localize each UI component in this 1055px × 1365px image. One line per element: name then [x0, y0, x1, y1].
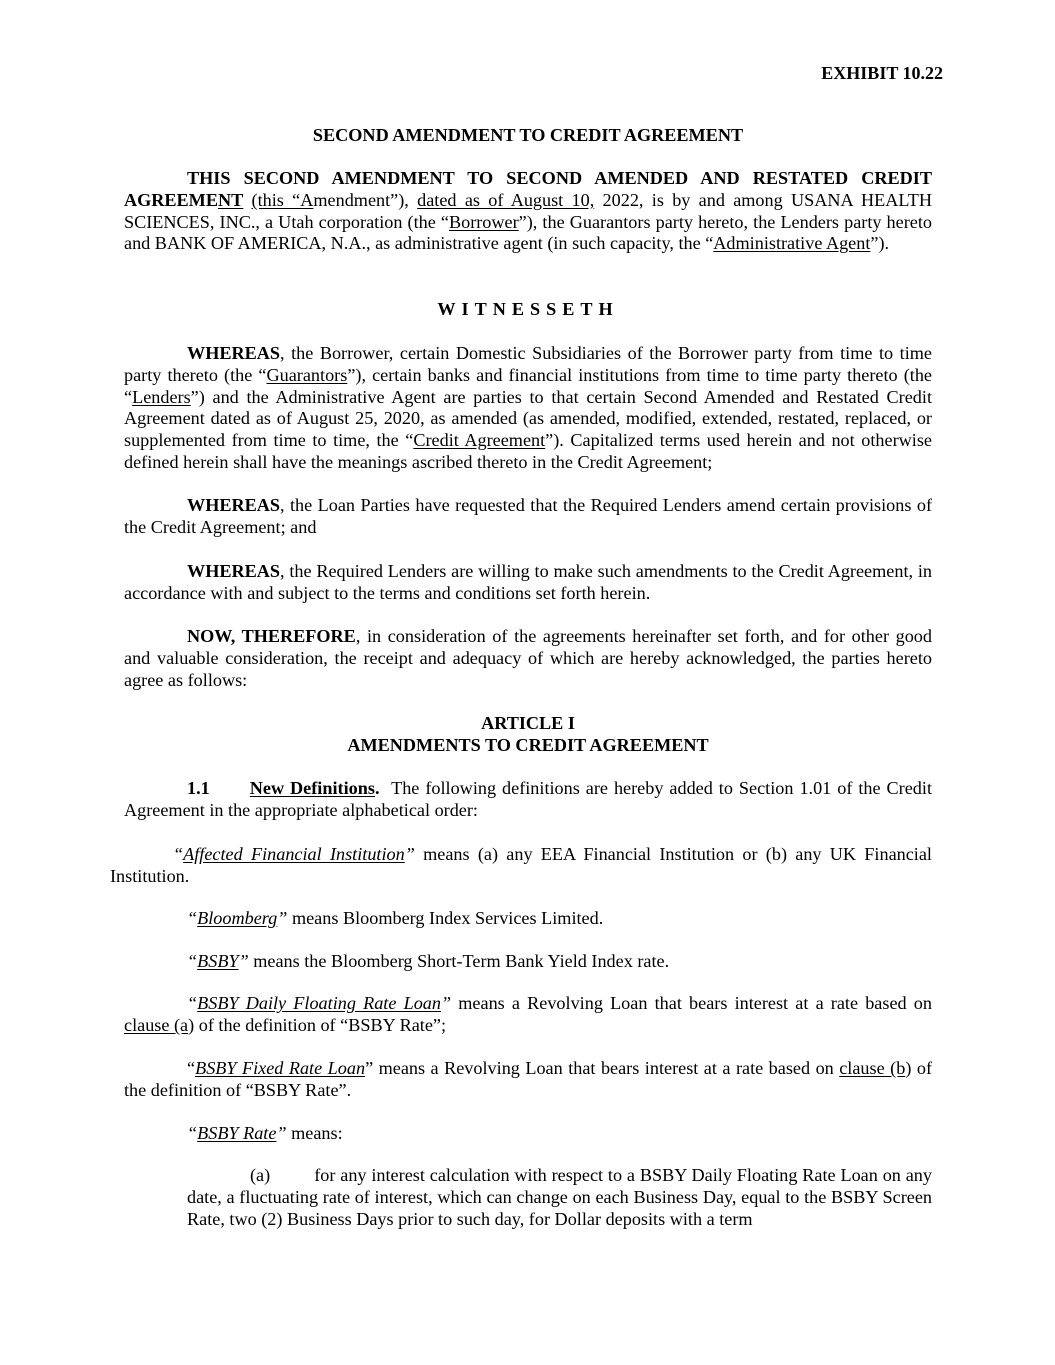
intro-bold-lead: THIS SECOND AMENDMENT TO SECOND AMENDED AND RESTATED CREDIT AGREEME: [124, 168, 932, 210]
recital-2-lead: WHEREAS: [187, 495, 280, 515]
article-number: ARTICLE I: [481, 713, 575, 733]
intro-text-4: ”), the Guarantors party hereto, the Lenders party hereto and BANK OF AMERICA, N.A., as administrative agent (in such capacity, the “: [124, 211, 932, 254]
intro-bold-underlined: NT: [217, 189, 244, 210]
def-quote-close: ”: [404, 844, 415, 864]
witnesseth-heading: WITNESSETH: [437, 299, 619, 319]
definition-bsby-fixed-rate-loan: [124, 1058, 932, 1102]
document-title: SECOND AMENDMENT TO CREDIT AGREEMENT: [312, 125, 744, 145]
def-text: means Bloomberg Index Services Limited.: [287, 908, 604, 928]
now-therefore-paragraph: [124, 626, 932, 691]
def-text-2: ) of the definition of “BSBY Rate”;: [188, 1014, 447, 1035]
intro-underline-1: (this “A: [251, 189, 314, 210]
clause-a-label: (a): [250, 1165, 271, 1185]
recital-1-text-2: ”), certain banks and financial institutions from time to time party thereto (the “: [124, 364, 933, 407]
def-text: means the Bloomberg Short-Term Bank Yield Index rate.: [248, 951, 670, 971]
definition-bsby-rate: [124, 1123, 932, 1145]
intro-text-3: 2022, is by and among USANA HEALTH SCIENCES, INC., a Utah corporation (the “: [124, 189, 933, 232]
intro-text-2: mendment”),: [313, 189, 418, 210]
intro-text-5: ”).: [870, 233, 890, 254]
intro-paragraph: [124, 168, 932, 255]
clause-a: [187, 1165, 932, 1230]
def-text: means:: [286, 1123, 343, 1143]
def-text: means a Revolving Loan that bears interest at a rate based on: [373, 1058, 840, 1078]
def-term: Affected Financial Institution: [183, 844, 405, 864]
exhibit-number: EXHIBIT 10.22: [821, 63, 943, 83]
section-1-1: 1.1 New Definitions. The following definitions are hereby added to Section 1.01 of the Credit Agreement in the appropriate alphabetical order:: [124, 778, 933, 820]
intro-date: dated as of August 10,: [417, 189, 595, 210]
recital-1-text-1: , the Borrower, certain Domestic Subsidiaries of the Borrower party from time to time party thereto (the “: [124, 343, 932, 385]
def-text-2: ) of the definition of “BSBY Rate”.: [124, 1058, 932, 1100]
lenders-term: Lenders: [132, 386, 191, 407]
recital-3: [124, 561, 932, 605]
clause-a-text: for any interest calculation with respect to a BSBY Daily Floating Rate Loan on any date, a fluctuating rate of interest, which can change on each Business Day, equal to the BSBY Screen Rate, two (2) Business Days prior to such day, for Dollar deposits with a term: [187, 1165, 932, 1229]
def-quote-close: ”: [238, 951, 249, 971]
article-heading: AMENDMENTS TO CREDIT AGREEMENT: [347, 735, 709, 755]
recital-3-text: , the Required Lenders are willing to make such amendments to the Credit Agreement, in accordance with and subject to the terms and conditions set forth herein.: [124, 561, 932, 603]
recital-2: [124, 495, 932, 539]
def-text: means a Revolving Loan that bears interest at a rate based on: [451, 993, 932, 1013]
def-text: means (a) any EEA Financial Institution or (b) any UK Financial Institution.: [110, 844, 932, 886]
def-quote-open: “: [173, 844, 184, 864]
now-therefore-text: , in consideration of the agreements hereinafter set forth, and for other good and valuable consideration, the receipt and adequacy of which are hereby acknowledged, the parties hereto agree as follows:: [124, 626, 932, 690]
recital-1-text-4: ”). Capitalized terms used herein and not otherwise defined herein shall have the meanings ascribed thereto in the Credit Agreement;: [124, 430, 932, 472]
def-term: BSBY Fixed Rate Loan: [195, 1058, 366, 1078]
section-number: 1.1: [187, 778, 210, 798]
definition-bsby: [124, 951, 932, 973]
guarantors-term: Guarantors: [266, 364, 348, 385]
intro-admin-agent-term: Administrative Agent: [713, 233, 871, 254]
intro-text-1: [243, 190, 251, 210]
def-term: BSBY: [197, 951, 239, 971]
def-term: BSBY Daily Floating Rate Loan: [197, 993, 441, 1013]
recital-2-text: , the Loan Parties have requested that the Required Lenders amend certain provisions of the Credit Agreement; and: [124, 495, 932, 537]
def-quote-open: “: [187, 908, 198, 928]
def-quote-close: ”: [365, 1058, 374, 1078]
def-quote-close: ”: [276, 1123, 287, 1143]
def-term: BSBY Rate: [197, 1123, 277, 1143]
def-quote-open: “: [187, 1058, 196, 1078]
def-quote-close: ”: [277, 908, 288, 928]
clause-reference: clause (b: [839, 1058, 906, 1078]
def-quote-open: “: [187, 993, 198, 1013]
clause-reference: clause (a: [124, 1014, 189, 1035]
def-quote-open: “: [187, 1123, 198, 1143]
section-heading: New Definitions: [249, 778, 375, 798]
credit-agreement-term: Credit Agreement: [413, 430, 546, 451]
section-1-1-text: The following definitions are hereby added to Section 1.01 of the Credit Agreement in the appropriate alphabetical order:: [124, 778, 933, 820]
def-quote-close: ”: [440, 993, 452, 1013]
def-quote-open: “: [187, 951, 198, 971]
recital-1-lead: WHEREAS: [187, 343, 280, 363]
definition-bloomberg: [124, 908, 932, 930]
intro-borrower-term: Borrower: [448, 211, 519, 232]
recital-3-lead: WHEREAS: [187, 561, 280, 581]
definition-affected-financial-institution: [110, 844, 932, 888]
now-therefore-lead: NOW, THEREFORE: [187, 626, 356, 646]
definition-bsby-daily-floating-rate-loan: [124, 993, 932, 1037]
recital-1: [124, 343, 932, 474]
recital-1-text-3: ”) and the Administrative Agent are parties to that certain Second Amended and Restated Credit Agreement dated as of August 25, 2020, as amended (as amended, modified, extended, restated, replaced, or supplemented from time to time, the “: [124, 386, 932, 451]
def-term: Bloomberg: [197, 908, 278, 928]
